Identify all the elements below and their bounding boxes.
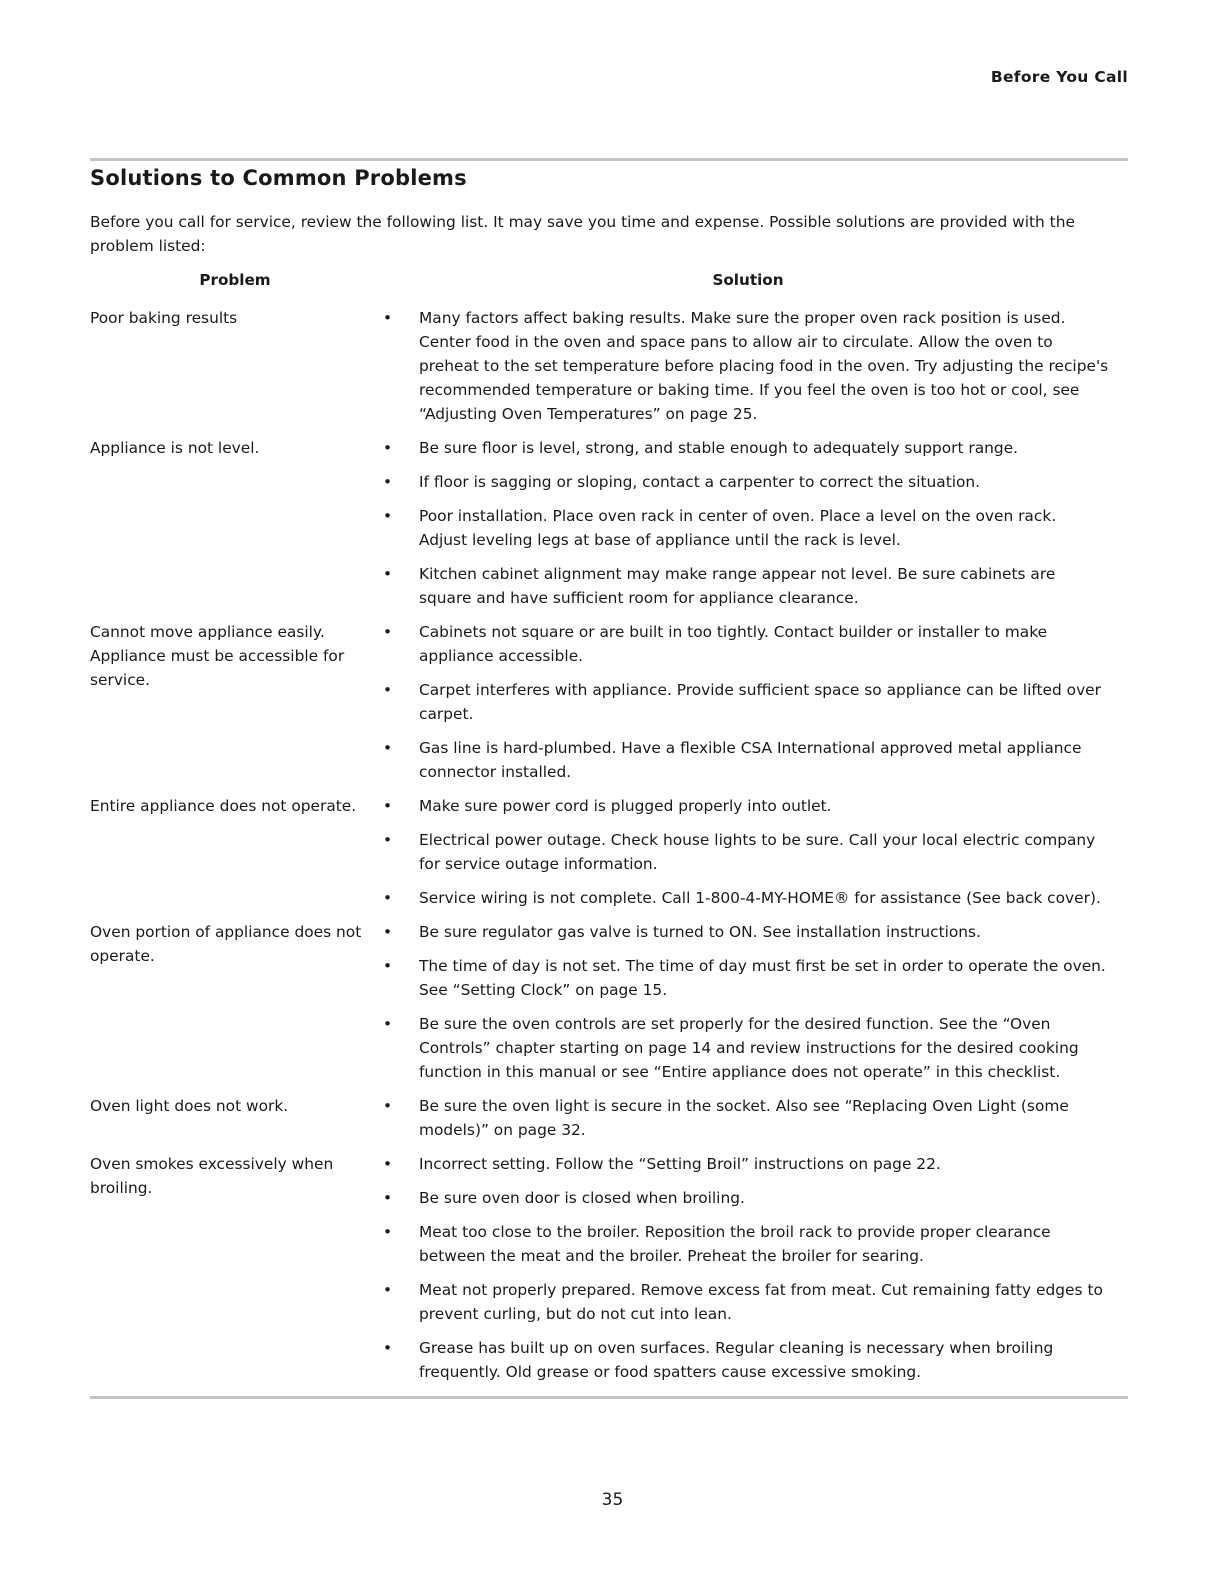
problem-cell: Oven smokes excessively when broiling.: [90, 1155, 334, 1197]
solution-item: [90, 620, 1128, 668]
solution-list: [380, 306, 1128, 436]
solution-text: Be sure regulator gas valve is turned to ON. See installation instructions.: [419, 923, 981, 941]
solution-text: Kitchen cabinet alignment may make range appear not level. Be sure cabinets are square and have sufficient room for appliance clearance.: [419, 565, 1056, 607]
solution-text: Be sure the oven light is secure in the socket. Also see “Replacing Oven Light (some models)” on page 32.: [419, 1097, 1069, 1139]
bullet-icon: •: [383, 681, 393, 699]
solution-text: Incorrect setting. Follow the “Setting Broil” instructions on page 22.: [419, 1155, 941, 1173]
solution-text: Gas line is hard-plumbed. Have a flexible CSA International approved metal appliance connector installed.: [419, 739, 1082, 781]
solution-text: Be sure the oven controls are set properly for the desired function. See the “Oven Controls” chapter starting on page 14 and review instructions for the desired cooking function in this manual or see “Entire appliance does not operate” in this checklist.: [419, 1015, 1079, 1081]
solution-item: [90, 794, 1128, 818]
solution-item: [90, 1094, 1128, 1142]
troubleshooting-table: [90, 306, 1128, 1394]
solution-list: [380, 620, 1128, 794]
bullet-icon: •: [383, 1223, 393, 1241]
table-row: [90, 920, 1128, 1094]
solution-item: [90, 470, 1128, 494]
solution-item: [90, 678, 1128, 726]
solution-item: [90, 736, 1128, 784]
solution-column-header: Solution: [712, 271, 784, 289]
solution-list: [380, 436, 1128, 620]
solution-item: [90, 306, 1128, 426]
solution-item: [90, 562, 1128, 610]
solution-item: [90, 1278, 1128, 1326]
table-row: [90, 794, 1128, 920]
problem-cell: Poor baking results: [90, 309, 238, 327]
bullet-icon: •: [383, 1155, 393, 1173]
bullet-icon: •: [383, 1015, 393, 1033]
table-row: [90, 1094, 1128, 1152]
problem-cell: Cannot move appliance easily. Appliance must be accessible for service.: [90, 623, 345, 689]
table-row: [90, 436, 1128, 620]
solution-text: Service wiring is not complete. Call 1-800-4-MY-HOME® for assistance (See back cover).: [419, 889, 1101, 907]
solution-item: [90, 504, 1128, 552]
bullet-icon: •: [383, 473, 393, 491]
bullet-icon: •: [383, 1097, 393, 1115]
intro-paragraph: Before you call for service, review the following list. It may save you time and expense. Possible solutions are provided with the problem listed:: [90, 213, 1075, 255]
solution-text: Make sure power cord is plugged properly into outlet.: [419, 797, 832, 815]
solution-text: Cabinets not square or are built in too tightly. Contact builder or installer to make appliance accessible.: [419, 623, 1048, 665]
solution-list: [380, 920, 1128, 1094]
solution-item: [90, 1012, 1128, 1084]
solution-text: Electrical power outage. Check house lights to be sure. Call your local electric company for service outage information.: [419, 831, 1096, 873]
table-row: [90, 620, 1128, 794]
bullet-icon: •: [383, 923, 393, 941]
solution-item: [90, 886, 1128, 910]
bullet-icon: •: [383, 797, 393, 815]
solution-list: [380, 1152, 1128, 1394]
solution-text: If floor is sagging or sloping, contact a carpenter to correct the situation.: [419, 473, 981, 491]
solution-text: Be sure floor is level, strong, and stable enough to adequately support range.: [419, 439, 1019, 457]
bullet-icon: •: [383, 1339, 393, 1357]
table-row: [90, 1152, 1128, 1394]
table-row: [90, 306, 1128, 436]
solution-item: [90, 1152, 1128, 1176]
solution-list: [380, 794, 1128, 920]
solution-text: Meat not properly prepared. Remove excess fat from meat. Cut remaining fatty edges to prevent curling, but do not cut into lean.: [419, 1281, 1103, 1323]
bullet-icon: •: [383, 831, 393, 849]
bullet-icon: •: [383, 1189, 393, 1207]
solution-text: Poor installation. Place oven rack in center of oven. Place a level on the oven rack. Adjust leveling legs at base of appliance until the rack is level.: [419, 507, 1057, 549]
bullet-icon: •: [383, 1281, 393, 1299]
solution-item: [90, 436, 1128, 460]
bullet-icon: •: [383, 507, 393, 525]
solution-list: [380, 1094, 1128, 1152]
top-divider: [90, 158, 1128, 161]
problem-column-header: Problem: [199, 271, 271, 289]
solution-item: [90, 1336, 1128, 1384]
solution-text: Carpet interferes with appliance. Provide sufficient space so appliance can be lifted over carpet.: [419, 681, 1101, 723]
solution-item: [90, 920, 1128, 944]
solution-text: Many factors affect baking results. Make sure the proper oven rack position is used. Center food in the oven and space pans to allow air to circulate. Allow the oven to preheat to the set temperature before placing food in the oven. Try adjusting the recipe's recommended temperature or baking time. If you feel the oven is too hot or cool, see “Adjusting Oven Temperatures” on page 25.: [419, 309, 1109, 423]
page-title: Solutions to Common Problems: [90, 166, 467, 190]
solution-text: Be sure oven door is closed when broiling.: [419, 1189, 745, 1207]
bottom-divider: [90, 1396, 1128, 1399]
solution-item: [90, 1220, 1128, 1268]
section-header: Before You Call: [990, 68, 1128, 86]
problem-cell: Entire appliance does not operate.: [90, 797, 357, 815]
bullet-icon: •: [383, 309, 393, 327]
problem-cell: Oven light does not work.: [90, 1097, 289, 1115]
solution-item: [90, 954, 1128, 1002]
bullet-icon: •: [383, 889, 393, 907]
bullet-icon: •: [383, 739, 393, 757]
solution-item: [90, 828, 1128, 876]
bullet-icon: •: [383, 439, 393, 457]
problem-cell: Oven portion of appliance does not operate.: [90, 923, 362, 965]
solution-text: Meat too close to the broiler. Reposition the broil rack to provide proper clearance between the meat and the broiler. Preheat the broiler for searing.: [419, 1223, 1051, 1265]
bullet-icon: •: [383, 565, 393, 583]
solution-text: Grease has built up on oven surfaces. Regular cleaning is necessary when broiling frequently. Old grease or food spatters cause excessive smoking.: [419, 1339, 1054, 1381]
page-number: 35: [601, 1490, 624, 1510]
bullet-icon: •: [383, 623, 393, 641]
solution-text: The time of day is not set. The time of day must first be set in order to operate the oven. See “Setting Clock” on page 15.: [419, 957, 1106, 999]
problem-cell: Appliance is not level.: [90, 439, 260, 457]
solution-item: [90, 1186, 1128, 1210]
bullet-icon: •: [383, 957, 393, 975]
